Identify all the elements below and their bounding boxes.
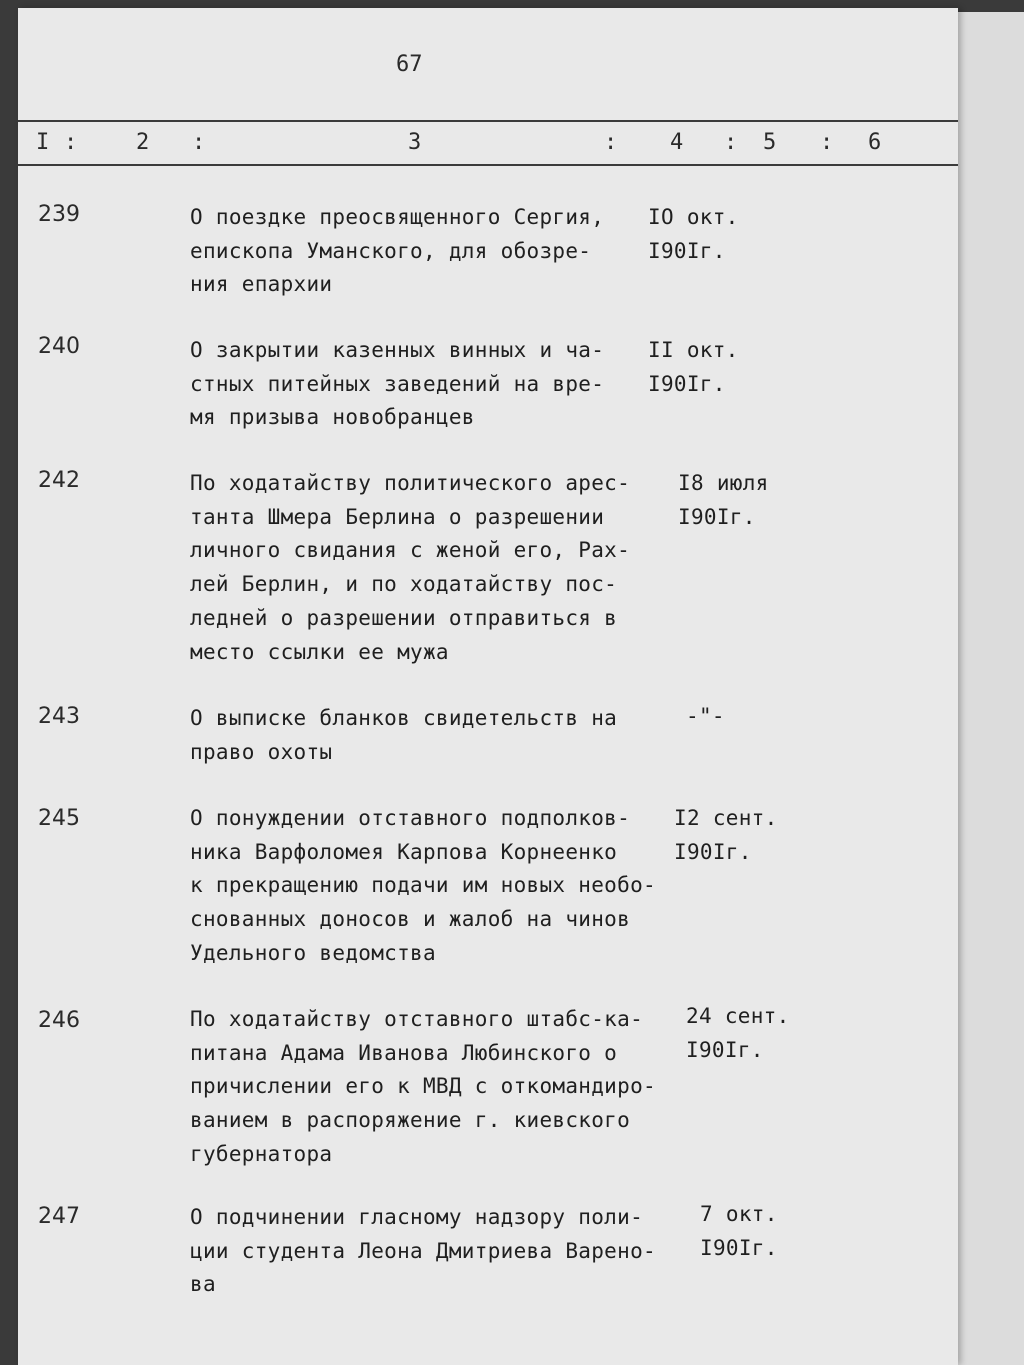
entry-text-line: По ходатайству политического арес-	[190, 471, 631, 495]
entry-title	[190, 702, 670, 769]
archive-page	[18, 8, 958, 1365]
entry-title	[190, 1003, 670, 1172]
entry-date-line: II окт.	[648, 338, 739, 362]
column-header-3: 3	[408, 130, 422, 155]
entry-title	[190, 467, 670, 669]
entry-text-line: танта Шмера Берлина о разрешении	[190, 504, 605, 529]
entry-date	[674, 802, 778, 869]
entry-text-line: епископа Уманского, для обозре-	[190, 238, 592, 263]
entry-text-line: По ходатайству отставного штабс-ка-	[190, 1007, 644, 1031]
entry-number: 245	[38, 806, 80, 831]
column-separator: :	[724, 130, 738, 155]
entry-text-line: ния епархии	[190, 272, 333, 297]
entry-date-line: I2 сент.	[674, 806, 778, 830]
entry-date-line: 7 окт.	[700, 1202, 778, 1226]
header-top-rule	[18, 120, 958, 122]
entry-date-line: I90Iг.	[648, 238, 726, 263]
entry-number: 242	[38, 468, 80, 493]
entry-text-line: О понуждении отставного подполков-	[190, 806, 631, 830]
entry-text-line: Удельного ведомства	[190, 940, 436, 965]
entry-text-line: ванием в распоряжение г. киевского	[190, 1108, 631, 1133]
entry-text-line: место ссылки ее мужа	[190, 639, 449, 664]
entry-text-line: причислении его к МВД с откомандиро-	[190, 1074, 656, 1099]
entry-text-line: ва	[190, 1272, 216, 1297]
entry-text-line: право охоты	[190, 739, 333, 764]
column-header-1: I	[36, 130, 50, 155]
entry-text-line: к прекращению подачи им новых необо-	[190, 873, 656, 898]
entry-text-line: губернатора	[190, 1141, 333, 1166]
entry-date	[686, 700, 725, 734]
entry-text-line: О поездке преосвященного Сергия,	[190, 205, 605, 229]
entry-date	[648, 201, 739, 268]
entry-text-line: питана Адама Иванова Любинского о	[190, 1040, 618, 1065]
entry-number: 243	[38, 704, 80, 729]
entry-date	[678, 467, 769, 534]
entry-text-line: ледней о разрешении отправиться в	[190, 605, 618, 630]
entry-date	[700, 1198, 778, 1265]
entry-text-line: О закрытии казенных винных и ча-	[190, 338, 605, 362]
column-header-5: 5	[763, 130, 777, 155]
entry-text-line: стных питейных заведений на вре-	[190, 371, 605, 396]
entry-title	[190, 201, 670, 302]
column-header-4: 4	[670, 130, 684, 155]
entry-number: 246	[38, 1008, 80, 1033]
entry-number: 240	[38, 334, 80, 359]
entry-date-line: I90Iг.	[648, 371, 726, 396]
entry-date-line: I90Iг.	[686, 1037, 764, 1062]
page-number: 67	[396, 52, 423, 77]
entry-text-line: мя призыва новобранцев	[190, 405, 475, 430]
entry-date-line: I90Iг.	[700, 1235, 778, 1260]
entry-date-line: 24 сент.	[686, 1004, 790, 1028]
entry-text-line: личного свидания с женой его, Рах-	[190, 538, 631, 563]
entry-date-line: -"-	[686, 704, 725, 728]
entry-date-line: IO окт.	[648, 205, 739, 229]
entry-number: 247	[38, 1204, 80, 1229]
entry-date	[648, 334, 739, 401]
column-separator: :	[192, 130, 206, 155]
entry-text-line: О подчинении гласному надзору поли-	[190, 1205, 644, 1229]
entry-number: 239	[38, 202, 80, 227]
column-header-6: 6	[868, 130, 882, 155]
entry-text-line: ции студента Леона Дмитриева Варено-	[190, 1238, 656, 1263]
column-separator: :	[820, 130, 834, 155]
entry-date	[686, 1000, 790, 1067]
entry-date-line: I90Iг.	[674, 839, 752, 864]
column-separator: :	[604, 130, 618, 155]
header-bottom-rule	[18, 164, 958, 166]
entry-date-line: I8 июля	[678, 471, 769, 495]
entry-text-line: ника Варфоломея Карпова Корнеенко	[190, 839, 618, 864]
entry-title	[190, 1201, 670, 1302]
column-separator: :	[64, 130, 78, 155]
entry-text-line: О выписке бланков свидетельств на	[190, 706, 618, 730]
column-header-2: 2	[136, 130, 150, 155]
entry-title	[190, 802, 670, 971]
entry-text-line: снованных доносов и жалоб на чинов	[190, 907, 631, 932]
entry-date-line: I90Iг.	[678, 504, 756, 529]
entry-title	[190, 334, 670, 435]
entry-text-line: лей Берлин, и по ходатайству пос-	[190, 572, 618, 597]
